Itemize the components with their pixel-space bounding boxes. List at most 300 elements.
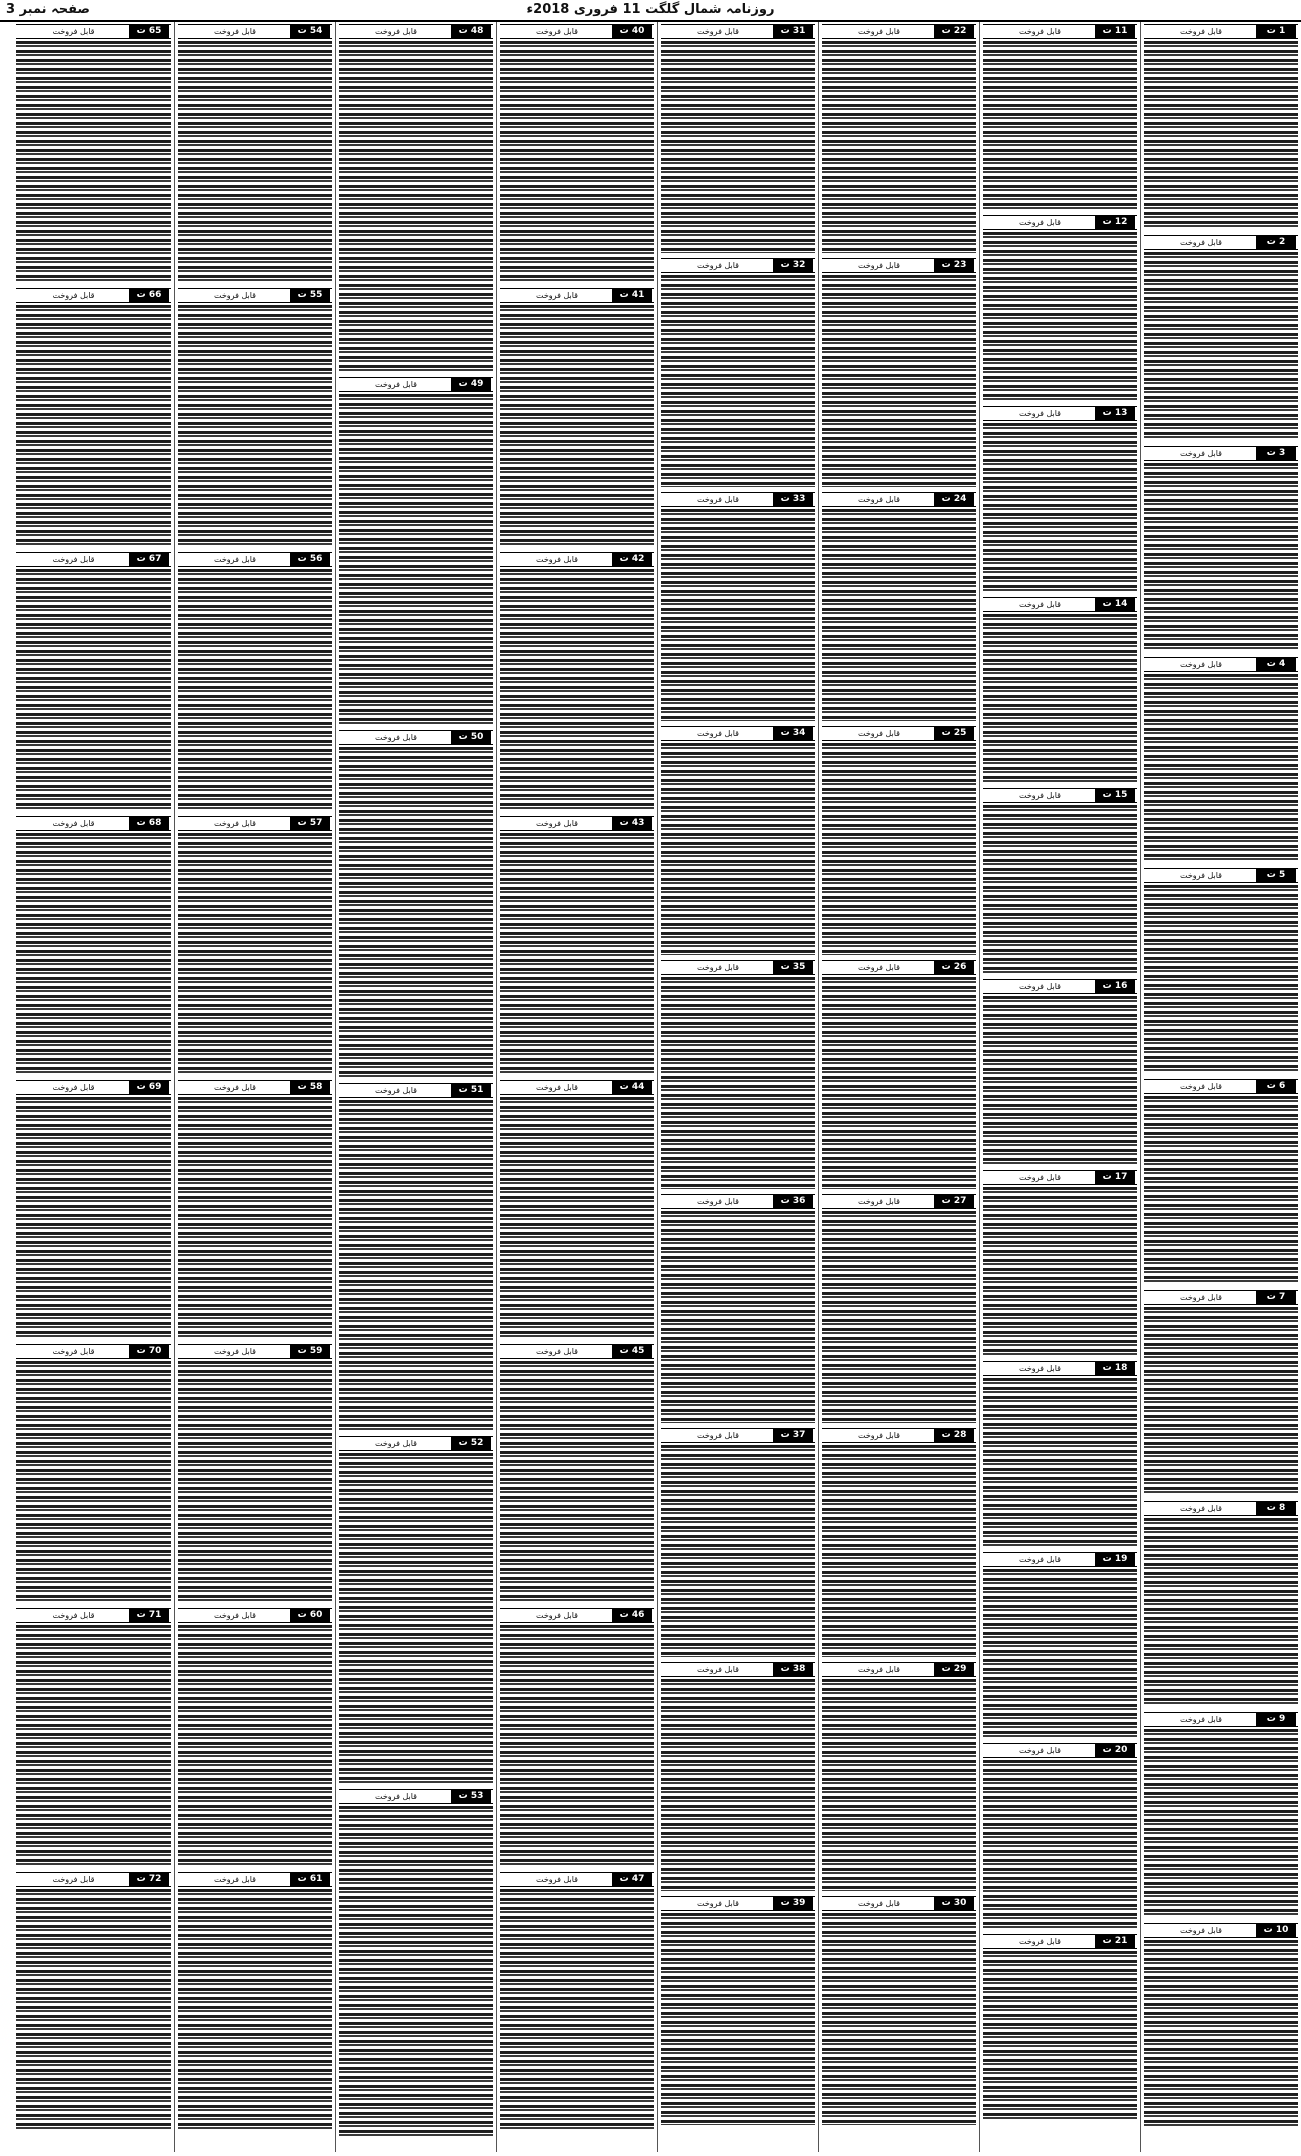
urdu-text-lines — [822, 1445, 976, 1657]
classified-notice — [500, 1872, 654, 2131]
notice-number-badge: 68 ت — [129, 817, 169, 830]
notice-number-badge: 55 ت — [290, 289, 330, 302]
notice-header — [178, 24, 332, 39]
notice-label: قابل فروخت — [697, 729, 739, 738]
notice-header — [983, 406, 1137, 421]
classified-notice — [339, 1083, 493, 1431]
notice-body-text — [16, 41, 171, 283]
classified-notice — [1144, 24, 1298, 230]
notice-label: قابل فروخت — [1180, 1715, 1222, 1724]
notice-header — [500, 24, 654, 39]
notice-body-text — [822, 1679, 976, 1891]
notice-number-badge: 2 ت — [1256, 236, 1296, 249]
urdu-text-lines — [16, 1097, 171, 1339]
notice-header — [500, 816, 654, 831]
notice-body-text — [500, 1625, 654, 1867]
notice-body-text — [16, 1889, 171, 2131]
classified-notice — [178, 1080, 332, 1339]
notice-body-text — [16, 569, 171, 811]
urdu-text-lines — [178, 41, 332, 283]
urdu-text-lines — [983, 1760, 1137, 1929]
notice-header — [1144, 24, 1298, 39]
classified-notice — [822, 1896, 976, 2125]
notice-header — [500, 1344, 654, 1359]
notice-number-badge: 31 ت — [773, 25, 813, 38]
notice-header — [822, 492, 976, 507]
notice-label: قابل فروخت — [697, 495, 739, 504]
urdu-text-lines — [178, 833, 332, 1075]
notice-header — [178, 288, 332, 303]
notice-label: قابل فروخت — [858, 1665, 900, 1674]
classified-notice — [339, 24, 493, 372]
notice-body-text — [500, 1361, 654, 1603]
urdu-text-lines — [339, 1453, 493, 1784]
classified-notice — [16, 1608, 171, 1867]
notice-number-badge: 1 ت — [1256, 25, 1296, 38]
classified-notice — [1144, 1923, 1298, 2129]
notice-header — [16, 816, 171, 831]
urdu-text-lines — [16, 41, 171, 283]
notice-body-text — [1144, 1096, 1298, 1285]
urdu-text-lines — [178, 305, 332, 547]
classified-notice — [178, 552, 332, 811]
notice-body-text — [1144, 885, 1298, 1074]
notice-number-badge: 48 ت — [451, 25, 491, 38]
notice-column — [335, 22, 496, 2152]
notice-number-badge: 25 ت — [934, 727, 974, 740]
notice-number-badge: 7 ت — [1256, 1291, 1296, 1304]
notice-label: قابل فروخت — [214, 291, 256, 300]
notice-label: قابل فروخت — [697, 27, 739, 36]
notice-body-text — [500, 569, 654, 811]
classified-notice — [1144, 446, 1298, 652]
urdu-text-lines — [983, 996, 1137, 1165]
classified-notice — [983, 215, 1137, 401]
classified-notice — [983, 1743, 1137, 1929]
notice-number-badge: 11 ت — [1095, 25, 1135, 38]
urdu-text-lines — [983, 232, 1137, 401]
notice-column — [818, 22, 979, 2152]
notice-column — [174, 22, 335, 2152]
notice-body-text — [500, 1097, 654, 1339]
notice-header — [16, 1872, 171, 1887]
notice-number-badge: 69 ت — [129, 1081, 169, 1094]
classified-notice — [822, 726, 976, 955]
notice-number-badge: 16 ت — [1095, 980, 1135, 993]
notice-header — [983, 24, 1137, 39]
notice-label: قابل فروخت — [52, 1347, 95, 1356]
notice-number-badge: 24 ت — [934, 493, 974, 506]
notice-column — [13, 22, 174, 2152]
notice-number-badge: 66 ت — [129, 289, 169, 302]
notice-body-text — [661, 41, 815, 253]
notice-header — [16, 1608, 171, 1623]
classified-notice — [500, 288, 654, 547]
classified-notice — [178, 1608, 332, 1867]
classified-notice — [178, 24, 332, 283]
urdu-text-lines — [178, 569, 332, 811]
classified-notice — [178, 288, 332, 547]
notice-label: قابل فروخت — [697, 963, 739, 972]
notice-number-badge: 37 ت — [773, 1429, 813, 1442]
notice-body-text — [16, 305, 171, 547]
urdu-text-lines — [1144, 1940, 1298, 2129]
urdu-text-lines — [983, 423, 1137, 592]
notice-body-text — [1144, 1307, 1298, 1496]
classified-notice — [822, 24, 976, 253]
notice-number-badge: 70 ت — [129, 1345, 169, 1358]
notice-header — [983, 979, 1137, 994]
notice-body-text — [16, 833, 171, 1075]
classified-notice — [983, 1552, 1137, 1738]
urdu-text-lines — [983, 1187, 1137, 1356]
notice-header — [822, 258, 976, 273]
notice-body-text — [822, 743, 976, 955]
notice-body-text — [661, 977, 815, 1189]
notice-label: قابل فروخت — [697, 1431, 739, 1440]
classified-notice — [500, 24, 654, 283]
notice-number-badge: 4 ت — [1256, 658, 1296, 671]
classified-notice — [983, 597, 1137, 783]
classified-notice — [16, 288, 171, 547]
notice-header — [661, 1896, 815, 1911]
urdu-text-lines — [16, 1361, 171, 1603]
notice-header — [983, 1170, 1137, 1185]
notice-body-text — [822, 509, 976, 721]
notice-header — [822, 1896, 976, 1911]
notice-number-badge: 32 ت — [773, 259, 813, 272]
classified-notice — [500, 1608, 654, 1867]
notice-body-text — [661, 1679, 815, 1891]
notice-column — [979, 22, 1140, 2152]
classified-notice — [339, 377, 493, 725]
classified-notice — [661, 1428, 815, 1657]
urdu-text-lines — [339, 747, 493, 1078]
classified-notice — [500, 816, 654, 1075]
notice-label: قابل فروخت — [536, 1611, 578, 1620]
notice-number-badge: 10 ت — [1256, 1924, 1296, 1937]
notice-body-text — [1144, 463, 1298, 652]
notice-body-text — [983, 1951, 1137, 2120]
classified-notice — [661, 1896, 815, 2125]
notice-label: قابل فروخت — [214, 1347, 256, 1356]
urdu-text-lines — [983, 41, 1137, 210]
notice-number-badge: 40 ت — [612, 25, 652, 38]
classified-notice — [1144, 1079, 1298, 1285]
urdu-text-lines — [1144, 1518, 1298, 1707]
notice-body-text — [339, 1100, 493, 1431]
notice-body-text — [178, 305, 332, 547]
notice-column — [496, 22, 657, 2152]
notice-label: قابل فروخت — [1180, 27, 1222, 36]
urdu-text-lines — [500, 569, 654, 811]
notice-body-text — [178, 41, 332, 283]
classified-notice — [983, 788, 1137, 974]
notice-number-badge: 19 ت — [1095, 1553, 1135, 1566]
notice-label: قابل فروخت — [375, 380, 417, 389]
notice-label: قابل فروخت — [858, 963, 900, 972]
notice-number-badge: 56 ت — [290, 553, 330, 566]
notice-header — [822, 1428, 976, 1443]
classified-notice — [983, 24, 1137, 210]
notice-number-badge: 47 ت — [612, 1873, 652, 1886]
notice-label: قابل فروخت — [536, 1875, 578, 1884]
notice-label: قابل فروخت — [375, 27, 417, 36]
notice-label: قابل فروخت — [858, 1899, 900, 1908]
urdu-text-lines — [500, 833, 654, 1075]
notice-body-text — [339, 41, 493, 372]
notice-number-badge: 34 ت — [773, 727, 813, 740]
urdu-text-lines — [661, 275, 815, 487]
notice-header — [500, 1608, 654, 1623]
urdu-text-lines — [1144, 1307, 1298, 1496]
urdu-text-lines — [661, 1211, 815, 1423]
classified-notice — [178, 816, 332, 1075]
notice-body-text — [339, 1806, 493, 2137]
notice-header — [16, 1344, 171, 1359]
notice-body-text — [983, 1569, 1137, 1738]
notice-label: قابل فروخت — [858, 1197, 900, 1206]
notice-body-text — [661, 275, 815, 487]
classified-notice — [339, 1436, 493, 1784]
urdu-text-lines — [983, 614, 1137, 783]
notice-label: قابل فروخت — [858, 1431, 900, 1440]
notice-label: قابل فروخت — [1180, 871, 1222, 880]
notice-label: قابل فروخت — [1180, 1082, 1222, 1091]
notice-body-text — [1144, 1729, 1298, 1918]
notice-body-text — [178, 569, 332, 811]
notice-label: قابل فروخت — [1180, 1926, 1222, 1935]
notice-number-badge: 44 ت — [612, 1081, 652, 1094]
notice-header — [983, 215, 1137, 230]
notice-number-badge: 18 ت — [1095, 1362, 1135, 1375]
notice-label: قابل فروخت — [1019, 600, 1061, 609]
notice-number-badge: 43 ت — [612, 817, 652, 830]
notice-header — [178, 1872, 332, 1887]
notice-number-badge: 49 ت — [451, 378, 491, 391]
notice-number-badge: 6 ت — [1256, 1080, 1296, 1093]
notice-label: قابل فروخت — [536, 1347, 578, 1356]
notice-number-badge: 29 ت — [934, 1663, 974, 1676]
notice-body-text — [661, 509, 815, 721]
notice-number-badge: 53 ت — [451, 1790, 491, 1803]
notice-number-badge: 26 ت — [934, 961, 974, 974]
notice-header — [983, 597, 1137, 612]
classified-notice — [661, 726, 815, 955]
urdu-text-lines — [983, 1569, 1137, 1738]
notice-label: قابل فروخت — [375, 1792, 417, 1801]
urdu-text-lines — [500, 1625, 654, 1867]
notice-header — [661, 960, 815, 975]
classified-notice — [983, 1361, 1137, 1547]
notice-header — [339, 730, 493, 745]
notice-header — [1144, 868, 1298, 883]
notice-header — [822, 1662, 976, 1677]
classified-notice — [822, 1428, 976, 1657]
urdu-text-lines — [822, 275, 976, 487]
notice-body-text — [822, 275, 976, 487]
classified-notice — [661, 492, 815, 721]
notice-number-badge: 12 ت — [1095, 216, 1135, 229]
notice-label: قابل فروخت — [52, 1875, 95, 1884]
notice-body-text — [339, 394, 493, 725]
notice-label: قابل فروخت — [52, 27, 95, 36]
notice-body-text — [339, 747, 493, 1078]
urdu-text-lines — [1144, 463, 1298, 652]
notice-header — [500, 552, 654, 567]
notice-number-badge: 65 ت — [129, 25, 169, 38]
notice-number-badge: 61 ت — [290, 1873, 330, 1886]
urdu-text-lines — [822, 41, 976, 253]
notice-body-text — [1144, 252, 1298, 441]
notice-header — [661, 1194, 815, 1209]
urdu-text-lines — [16, 833, 171, 1075]
notice-label: قابل فروخت — [375, 1439, 417, 1448]
notice-label: قابل فروخت — [536, 27, 578, 36]
notice-header — [1144, 657, 1298, 672]
notice-label: قابل فروخت — [1019, 218, 1061, 227]
urdu-text-lines — [16, 1889, 171, 2131]
notice-header — [16, 552, 171, 567]
notice-label: قابل فروخت — [858, 495, 900, 504]
notice-number-badge: 33 ت — [773, 493, 813, 506]
urdu-text-lines — [661, 41, 815, 253]
notice-header — [661, 258, 815, 273]
urdu-text-lines — [339, 1806, 493, 2137]
notice-header — [661, 24, 815, 39]
notice-label: قابل فروخت — [214, 1875, 256, 1884]
notice-label: قابل فروخت — [1019, 27, 1061, 36]
notice-header — [16, 288, 171, 303]
notice-number-badge: 35 ت — [773, 961, 813, 974]
notice-label: قابل فروخت — [214, 819, 256, 828]
notice-body-text — [983, 805, 1137, 974]
notice-number-badge: 52 ت — [451, 1437, 491, 1450]
notice-column — [657, 22, 818, 2152]
notice-label: قابل فروخت — [1019, 982, 1061, 991]
notice-number-badge: 36 ت — [773, 1195, 813, 1208]
classified-notice — [983, 1934, 1137, 2120]
urdu-text-lines — [178, 1889, 332, 2131]
notice-body-text — [983, 1378, 1137, 1547]
notice-body-text — [178, 1889, 332, 2131]
notice-label: قابل فروخت — [697, 261, 739, 270]
classified-notice — [178, 1344, 332, 1603]
notice-header — [339, 377, 493, 392]
classified-notice — [822, 960, 976, 1189]
notice-number-badge: 45 ت — [612, 1345, 652, 1358]
notice-label: قابل فروخت — [1180, 449, 1222, 458]
urdu-text-lines — [822, 977, 976, 1189]
urdu-text-lines — [822, 1679, 976, 1891]
notice-body-text — [178, 1361, 332, 1603]
notice-header — [339, 1789, 493, 1804]
urdu-text-lines — [500, 1361, 654, 1603]
urdu-text-lines — [983, 1378, 1137, 1547]
notice-body-text — [178, 1625, 332, 1867]
notice-body-text — [983, 996, 1137, 1165]
notice-header — [500, 1080, 654, 1095]
classified-notice — [983, 406, 1137, 592]
notice-header — [178, 1344, 332, 1359]
notice-header — [178, 1608, 332, 1623]
notice-number-badge: 71 ت — [129, 1609, 169, 1622]
notice-label: قابل فروخت — [1019, 409, 1061, 418]
notice-body-text — [500, 41, 654, 283]
classified-notice — [16, 1344, 171, 1603]
urdu-text-lines — [1144, 1729, 1298, 1918]
classified-notice — [16, 1872, 171, 2131]
classified-notice — [661, 1662, 815, 1891]
notice-number-badge: 5 ت — [1256, 869, 1296, 882]
classified-notice — [16, 1080, 171, 1339]
notice-label: قابل فروخت — [1180, 1504, 1222, 1513]
notice-header — [1144, 1290, 1298, 1305]
notice-header — [339, 24, 493, 39]
notice-body-text — [1144, 674, 1298, 863]
notice-body-text — [661, 1445, 815, 1657]
notice-body-text — [822, 1445, 976, 1657]
notice-number-badge: 39 ت — [773, 1897, 813, 1910]
notice-label: قابل فروخت — [1019, 1364, 1061, 1373]
urdu-text-lines — [661, 977, 815, 1189]
classified-notice — [661, 258, 815, 487]
notice-body-text — [822, 977, 976, 1189]
notice-body-text — [983, 614, 1137, 783]
notice-number-badge: 42 ت — [612, 553, 652, 566]
notice-number-badge: 41 ت — [612, 289, 652, 302]
urdu-text-lines — [983, 805, 1137, 974]
notice-number-badge: 51 ت — [451, 1084, 491, 1097]
classified-notice — [339, 1789, 493, 2137]
urdu-text-lines — [822, 509, 976, 721]
notice-body-text — [178, 1097, 332, 1339]
notice-header — [983, 1934, 1137, 1949]
notice-body-text — [1144, 41, 1298, 230]
notice-body-text — [822, 41, 976, 253]
notice-number-badge: 17 ت — [1095, 1171, 1135, 1184]
urdu-text-lines — [822, 743, 976, 955]
classified-notice — [16, 24, 171, 283]
notice-label: قابل فروخت — [536, 819, 578, 828]
notice-body-text — [983, 41, 1137, 210]
notice-body-text — [983, 232, 1137, 401]
notice-number-badge: 27 ت — [934, 1195, 974, 1208]
classified-notice — [822, 1662, 976, 1891]
notice-header — [1144, 1712, 1298, 1727]
notice-number-badge: 50 ت — [451, 731, 491, 744]
classified-notice — [16, 816, 171, 1075]
classified-notice — [822, 1194, 976, 1423]
newspaper-header — [0, 0, 1301, 22]
notice-body-text — [16, 1097, 171, 1339]
classified-notice — [1144, 235, 1298, 441]
notice-header — [661, 726, 815, 741]
notice-label: قابل فروخت — [52, 291, 95, 300]
urdu-text-lines — [16, 305, 171, 547]
classified-notice — [661, 960, 815, 1189]
urdu-text-lines — [1144, 674, 1298, 863]
urdu-text-lines — [983, 1951, 1137, 2120]
notice-label: قابل فروخت — [697, 1197, 739, 1206]
notice-header — [983, 1361, 1137, 1376]
notice-label: قابل فروخت — [1180, 1293, 1222, 1302]
newspaper-title: روزنامہ شمال گلگت 11 فروری 2018ء — [526, 2, 775, 17]
notice-body-text — [983, 423, 1137, 592]
urdu-text-lines — [339, 41, 493, 372]
notice-header — [983, 1743, 1137, 1758]
notice-label: قابل فروخت — [858, 261, 900, 270]
